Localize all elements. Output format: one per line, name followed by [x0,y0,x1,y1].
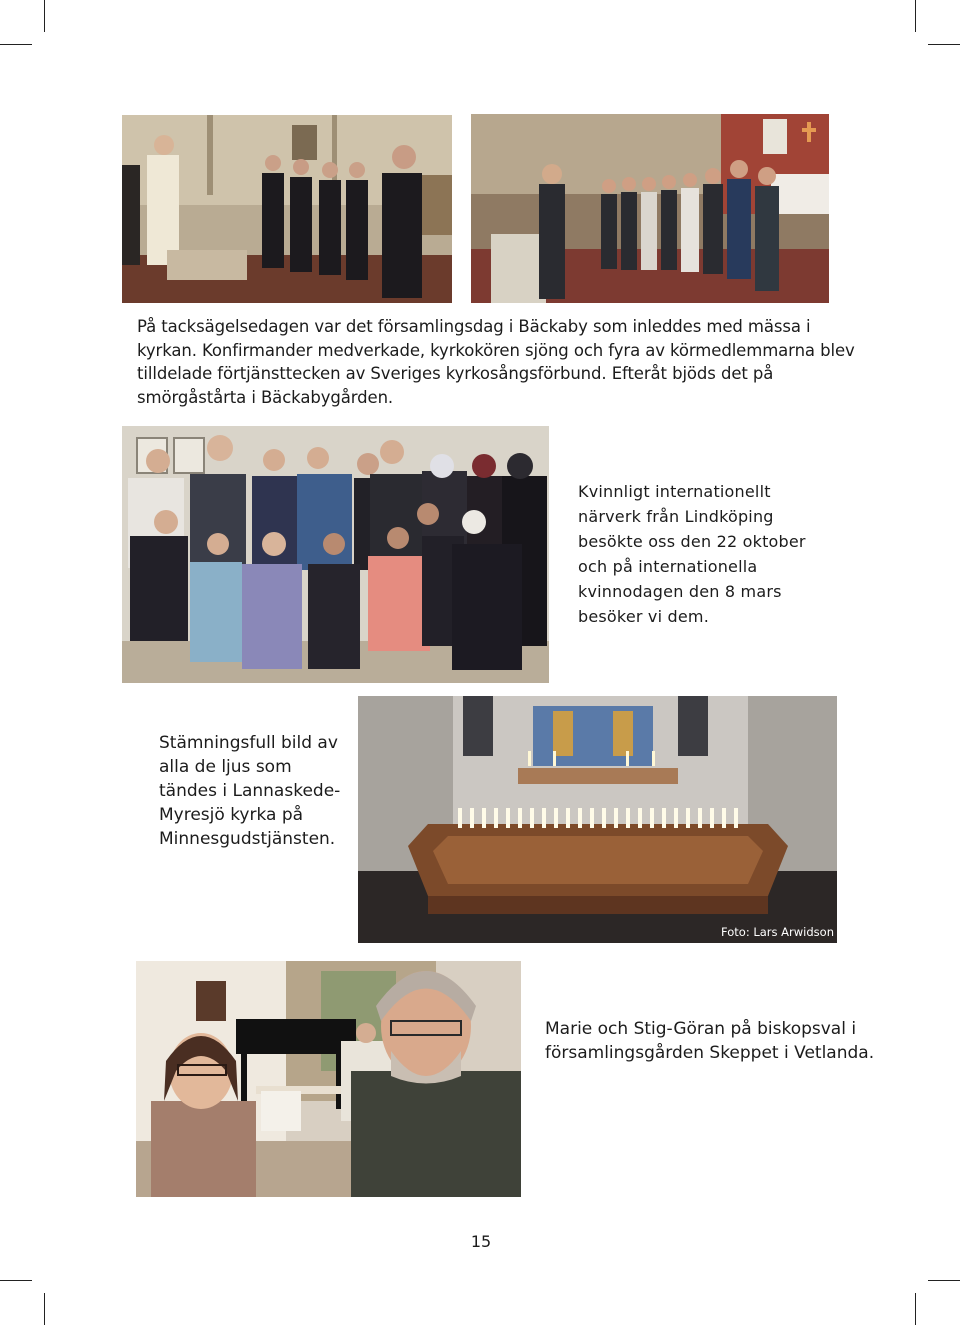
page-number: 15 [470,1232,492,1251]
photo-credit: Foto: Lars Arwidson [721,925,834,939]
photo-bishop-election [136,961,521,1197]
photo-women-network [122,426,549,683]
crop-mark [0,1280,32,1281]
crop-mark [44,0,45,32]
crop-mark [915,0,916,32]
crop-mark [44,1293,45,1325]
caption-women-network: Kvinnligt internationellt närverk från Lindköping besökte oss den 22 oktober och på internationella kvinnodagen den 8 mars besöker vi dem. [578,482,806,626]
photo-confirmands [471,114,829,303]
crop-mark [915,1293,916,1325]
photo-church-choir [122,115,452,303]
crop-mark [928,44,960,45]
crop-mark [928,1280,960,1281]
caption-thanksgiving: På tacksägelsedagen var det församlingsdag i Bäckaby som inleddes med mässa i kyrkan. Konfirmander medverkade, kyrkokören sjöng och fyra av körmedlemmarna blev tilldelade förtjänsttecken av Sveriges kyrkosångsförbund. Efteråt bjöds det på smörgåstårta i Bäckabygården. [137,317,855,407]
crop-mark [0,44,32,45]
caption-bishop-election: Marie och Stig-Göran på biskopsval i församlingsgården Skeppet i Vetlanda. [545,1019,875,1063]
caption-candles: Stämningsfull bild av alla de ljus som tändes i Lannaskede-Myresjö kyrka på Minnesgudstjänsten. [159,733,341,849]
photo-altar-candles [358,696,837,943]
